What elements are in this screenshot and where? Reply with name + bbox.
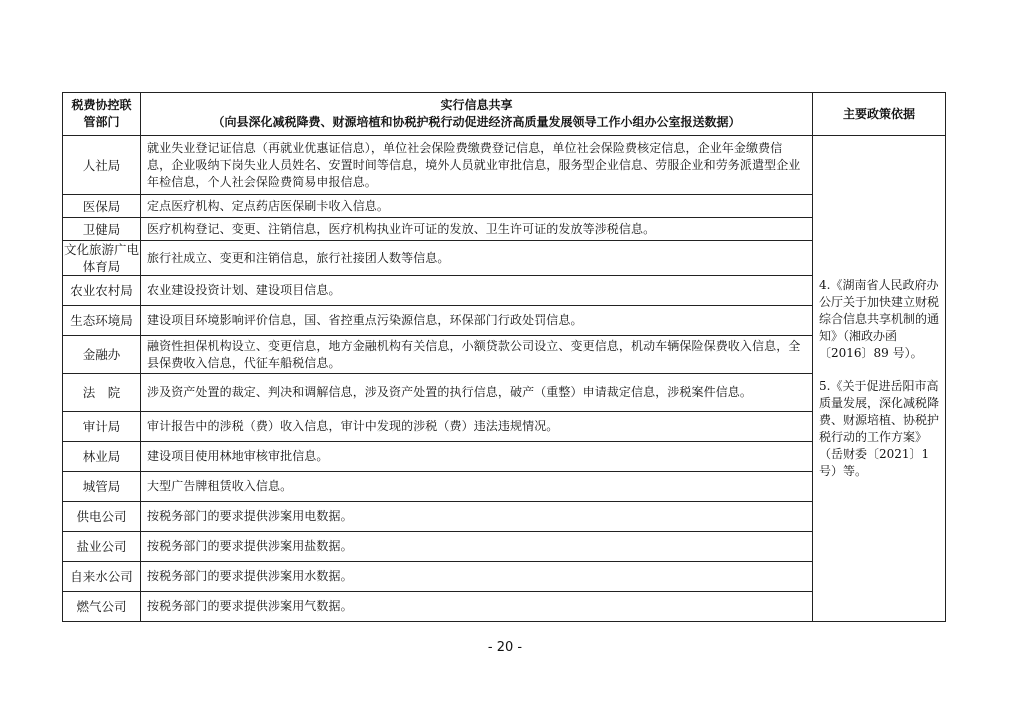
header-info: [141, 93, 813, 136]
info-cell: 审计报告中的涉税（费）收入信息，审计中发现的涉税（费）违法违规情况。: [141, 412, 813, 442]
policy-basis-cell: [813, 136, 946, 622]
dept-cell: 金融办: [63, 336, 141, 374]
policy-basis-item-5: 5.《关于促进岳阳市高质量发展，深化减税降费、财源培植、协税护税行动的工作方案》（岳财委〔2021〕1 号）等。: [819, 379, 940, 478]
policy-table: [62, 92, 946, 622]
info-cell: 建设项目环境影响评价信息，国、省控重点污染源信息，环保部门行政处罚信息。: [141, 306, 813, 336]
info-cell: 医疗机构登记、变更、注销信息，医疗机构执业许可证的发放、卫生许可证的发放等涉税信息。: [141, 218, 813, 241]
info-cell: 融资性担保机构设立、变更信息，地方金融机构有关信息，小额贷款公司设立、变更信息，机动车辆保险保费收入信息，全县保费收入信息，代征车船税信息。: [141, 336, 813, 374]
info-cell: 建设项目使用林地审核审批信息。: [141, 442, 813, 472]
dept-cell: 供电公司: [63, 502, 141, 532]
dept-cell: 审计局: [63, 412, 141, 442]
dept-cell: 自来水公司: [63, 562, 141, 592]
dept-cell: 卫健局: [63, 218, 141, 241]
dept-cell: 医保局: [63, 195, 141, 218]
dept-cell: 林业局: [63, 442, 141, 472]
dept-cell: 生态环境局: [63, 306, 141, 336]
table-header-row: [63, 93, 946, 136]
page-number: - 20 -: [487, 640, 523, 655]
table-row: [63, 136, 946, 195]
info-cell: 按税务部门的要求提供涉案用水数据。: [141, 562, 813, 592]
header-basis: 主要政策依据: [813, 93, 946, 136]
dept-cell: 文化旅游广电体育局: [63, 242, 139, 274]
dept-cell: 燃气公司: [63, 592, 141, 622]
header-info-subtitle: （向县深化减税降费、财源培植和协税护税行动促进经济高质量发展领导工作小组办公室报送数据）: [212, 115, 741, 129]
dept-cell: 人社局: [63, 136, 141, 195]
dept-cell: 法 院: [63, 374, 141, 412]
dept-cell: 盐业公司: [63, 532, 141, 562]
info-cell: 农业建设投资计划、建设项目信息。: [141, 276, 813, 306]
info-cell: 定点医疗机构、定点药店医保刷卡收入信息。: [141, 195, 813, 218]
info-cell: 大型广告牌租赁收入信息。: [141, 472, 813, 502]
info-cell: 按税务部门的要求提供涉案用气数据。: [141, 592, 813, 622]
info-cell: 就业失业登记证信息（再就业优惠证信息），单位社会保险费缴费登记信息，单位社会保险费核定信息，企业年金缴费信息，企业吸纳下岗失业人员姓名、安置时间等信息，境外人员就业审批信息，服务型企业信息、劳服企业和劳务派遣型企业年检信息，个人社会保险费简易申报信息。: [141, 136, 813, 195]
policy-basis-item-4: 4.《湖南省人民政府办公厅关于加快建立财税综合信息共享机制的通知》（湘政办函〔2016〕89 号）。: [819, 278, 940, 360]
info-cell: 旅行社成立、变更和注销信息，旅行社接团人数等信息。: [141, 241, 813, 276]
dept-cell: 城管局: [63, 472, 141, 502]
dept-cell: 农业农村局: [63, 276, 141, 306]
header-info-title: 实行信息共享: [440, 98, 513, 112]
header-dept: 税费协控联管部门: [63, 93, 141, 136]
info-cell: 按税务部门的要求提供涉案用盐数据。: [141, 532, 813, 562]
info-cell: 按税务部门的要求提供涉案用电数据。: [141, 502, 813, 532]
info-cell: 涉及资产处置的裁定、判决和调解信息，涉及资产处置的执行信息，破产（重整）申请裁定信息，涉税案件信息。: [141, 374, 813, 412]
